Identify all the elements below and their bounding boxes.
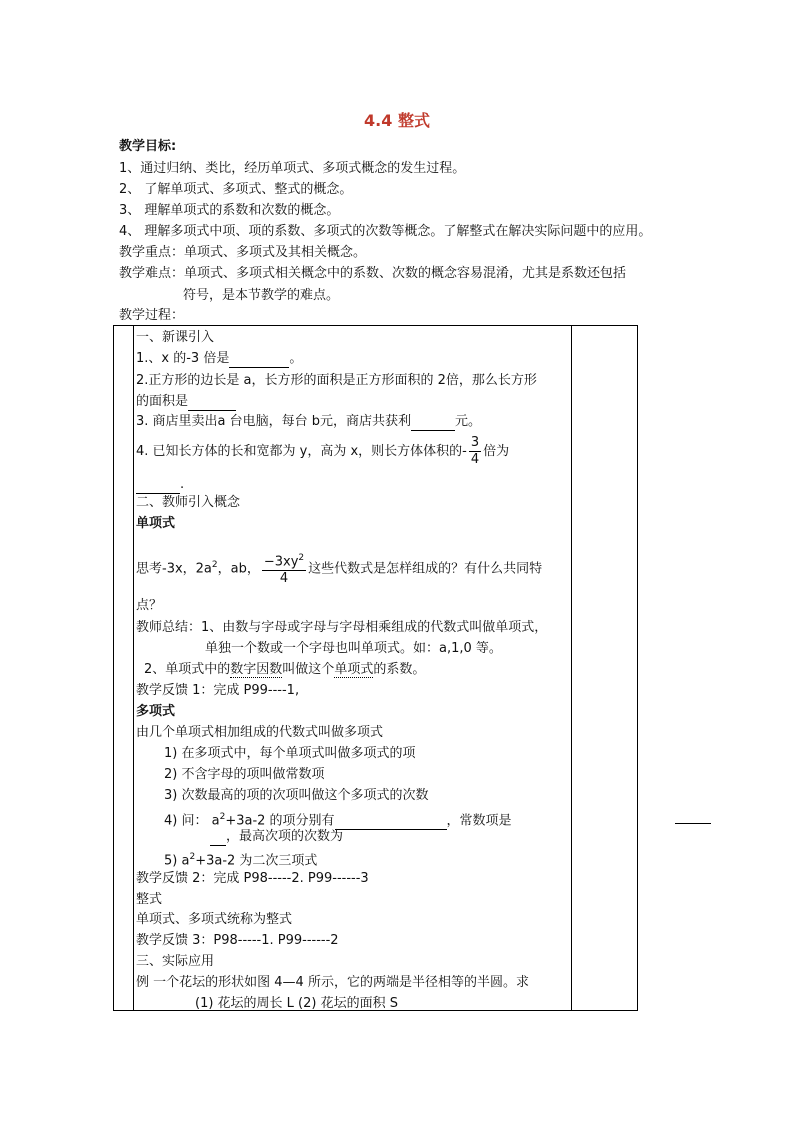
answer-blank[interactable]	[188, 410, 236, 411]
question-3: 3. 商店里卖出a 台电脑，每台 b元，商店共获利 元。	[136, 414, 482, 429]
polynomial-definition: 由几个单项式相加组成的代数式叫做多项式	[136, 725, 384, 740]
subheading-polynomial: 多项式	[136, 704, 176, 719]
process-heading: 教学过程：	[119, 308, 185, 323]
think-line: 思考-3x，$2a^2$，ab， $\frac{-3xy^2}{4}$ 这些代数式是怎样组成的？有什么共同特	[136, 546, 542, 588]
polynomial-item: 3) 次数最高的项的次项叫做这个多项式的次数	[164, 788, 429, 803]
integral-definition: 单项式、多项式统称为整式	[136, 912, 293, 927]
example-text: 例 一个花坛的形状如图 4—4 所示，它的两端是半径相等的半圆。求	[136, 975, 529, 990]
question-4: 4. 已知长方体的长和宽都为 y，高为 x，则长方体体积的- $\frac{3}{4}$ 倍为	[136, 435, 510, 467]
section-heading: 一、新课引入	[136, 330, 215, 345]
answer-blank[interactable]	[411, 430, 455, 431]
polynomial-item-4: 4) 问： $a^2+3a-2$ 的项分别有 ，常数项是	[164, 812, 512, 829]
polynomial-item-5: 5) $a^2+3a-2$ 为二次三项式	[164, 852, 318, 869]
side-answer-line	[675, 823, 711, 824]
key-point: 教学重点：单项式、多项式及其相关概念。	[119, 245, 367, 260]
section-heading: 二、教师引入概念	[136, 495, 241, 510]
fraction: $\frac{-3xy^2}{4}$	[262, 550, 306, 587]
polynomial-item-4-cont: ，最高次项的次数为	[210, 828, 343, 846]
table-column-divider	[571, 325, 572, 1011]
think-line-cont: 点？	[136, 598, 163, 613]
question-1: 1.、x 的-3 倍是 。	[136, 351, 303, 366]
teacher-summary-2: 2、单项式中的数字因数叫做这个单项式的系数。	[144, 662, 426, 677]
subheading-integral: 整式	[136, 892, 163, 907]
question-2-cont: 的面积是	[136, 393, 236, 411]
goals-heading: 教学目标:	[119, 139, 177, 154]
polynomial-item: 2) 不含字母的项叫做常数项	[164, 767, 325, 782]
feedback-1: 教学反馈 1：完成 P99----1,	[136, 683, 300, 698]
table-column-divider	[133, 325, 134, 1011]
subheading-monomial: 单项式	[136, 516, 176, 531]
teacher-summary: 教师总结：1、由数与字母或字母与字母相乘组成的代数式叫做单项式，	[136, 620, 548, 635]
difficulty-line: 符号，是本节教学的难点。	[183, 288, 340, 303]
goal-item: 2、 了解单项式、多项式、整式的概念。	[119, 182, 353, 197]
question-4-cont: .	[136, 476, 184, 494]
goal-item: 4、 理解多项式中项、项的系数、多项式的次数等概念。了解整式在解决实际问题中的应用。	[119, 224, 652, 239]
polynomial-item: 1) 在多项式中，每个单项式叫做多项式的项	[164, 746, 416, 761]
answer-blank[interactable]	[229, 367, 289, 368]
feedback-2: 教学反馈 2：完成 P98-----2. P99------3	[136, 871, 369, 886]
difficulty-line: 教学难点：单项式、多项式相关概念中的系数、次数的概念容易混淆，尤其是系数还包括	[119, 266, 627, 281]
section-heading: 三、实际应用	[136, 954, 215, 969]
answer-blank[interactable]	[210, 845, 226, 846]
answer-blank[interactable]	[335, 829, 447, 830]
example-questions: (1) 花坛的周长 L (2) 花坛的面积 S	[195, 996, 398, 1011]
goal-item: 1、通过归纳、类比，经历单项式、多项式概念的发生过程。	[119, 161, 466, 176]
teacher-summary-cont: 单独一个数或一个字母也叫单项式。如：a,1,0 等。	[205, 641, 502, 656]
question-2: 2.正方形的边长是 a，长方形的面积是正方形面积的 2倍，那么长方形	[136, 373, 537, 388]
goal-item: 3、 理解单项式的系数和次数的概念。	[119, 203, 340, 218]
page-title: 4.4 整式	[364, 111, 430, 130]
fraction: $\frac{3}{4}$	[470, 435, 480, 467]
feedback-3: 教学反馈 3：P98-----1. P99------2	[136, 933, 339, 948]
